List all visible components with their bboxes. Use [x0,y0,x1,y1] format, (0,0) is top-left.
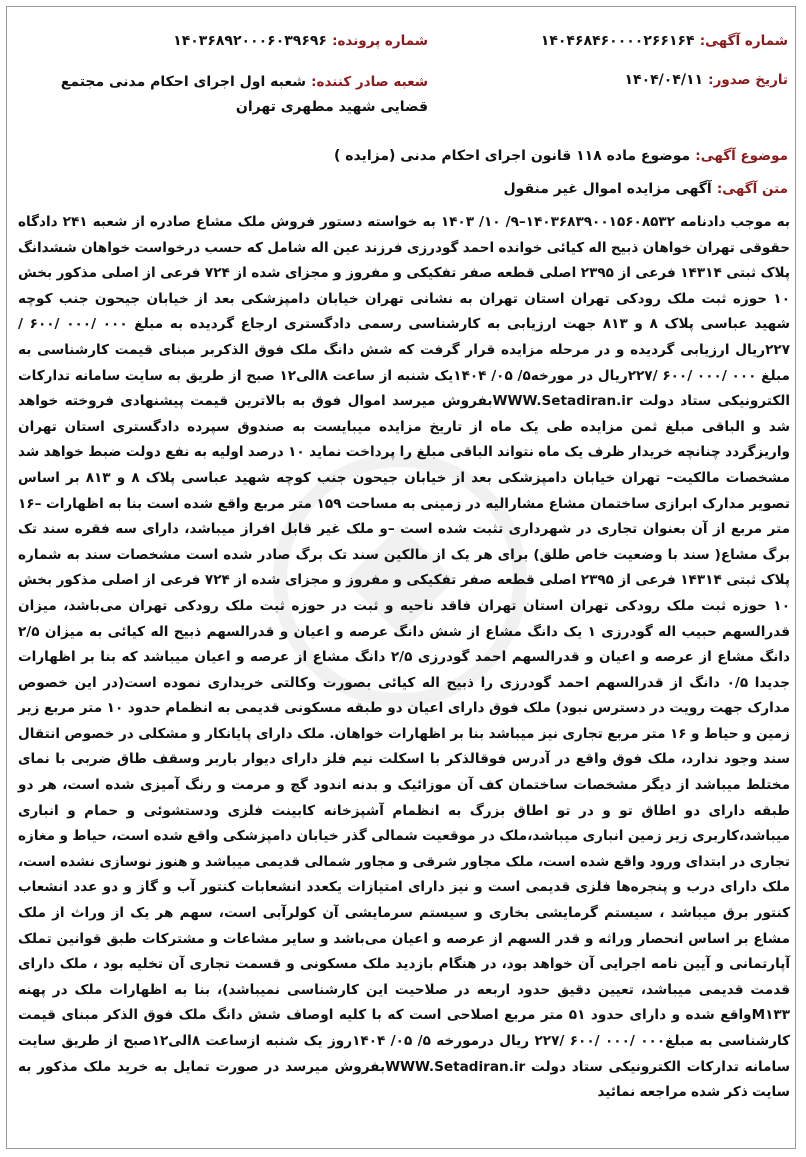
notice-subject [18,145,788,164]
notice-subject-label: موضوع آگهی: [695,148,788,164]
issuing-branch-value: شعبه اول اجرای احکام مدنی مجتمع قضایی شهید مطهری تهران [60,74,428,115]
notice-body: به موجب دادنامه ۱۴۰۳۶۸۳۹۰۰۱۵۶۰۸۵۳۲–۹/ ۱۰/ ۱۴۰۳ به خواسته دستور فروش ملک مشاع صادره از شعبه ۲۴۱ دادگاه حقوقی تهران خواهان ذبیح اله کیائی خوانده احمد گودرزی فرزند عین اله شامل که حسب درخواست خواهان ششدانگ پلاک ثبتی ۱۴۳۱۴ فرعی از ۲۳۹۵ اصلی قطعه صفر تفکیکی و مفروز و مجزای شده از ۷۲۴ فرعی از اصلی مذکور بخش ۱۰ حوزه ثبت ملک رودکی تهران استان تهران به نشانی تهران خیابان دامپزشکی بعد از خیابان جیحون جنب کوچه شهید عباسی پلاک ۸ و ۸۱۳ جهت ارزیابی به کارشناسی رسمی دادگستری ارجاع گردیده به مبلغ ۰۰۰ /۰۰۰ /۶۰۰ /۲۲۷ریال ارزیابی گردیده و در مرحله مزایده قرار گرفت که شش دانگ ملک فوق الذکربر مبنای قیمت کارشناسی به مبلغ ۰۰۰ /۰۰۰ /۶۰۰ /۲۲۷ریال در مورخه۵/ ۰۵/ ۱۴۰۴یک شنبه از ساعت ۸الی۱۲ صبح از طریق به سایت سامانه تدارکات الکترونیکی ستاد دولت WWW.Setadiran.irبفروش میرسد اموال فوق به بالاترین قیمت پیشنهادی فروخته خواهد شد و الباقی مبلغ ثمن مزایده طی یک ماه از تاریخ مزایده میبایست به صندوق سپرده دادگستری استان تهران واریزگردد چنانچه خریدار ظرف یک ماه نتواند الباقی مبلغ را پرداخت نماید ۱۰ درصد اولیه به نفع دولت ضبط خواهد شد مشخصات مالکیت– تهران خیابان دامپزشکی بعد از خیابان جیحون جنب کوچه شهید عباسی پلاک ۸ و ۸۱۳ بر اساس تصویر مدارک ابرازی ساختمان مشاع مشارالیه در زمینی به مساحت ۱۵۹ متر مربع واقع شده است بنا به اظهارات –۱۶ متر مربع از آن بعنوان تجاری در شهرداری تثبت شده است –و ملک غیر قابل افراز میباشد، دارای سه فقره سند تک برگ مشاع( سند با وضعیت خاص طلق) برای هر یک از مالکین سند تک برگ صادر شده است مشخصات سند به شماره پلاک ثبتی ۱۴۳۱۴ فرعی از ۲۳۹۵ اصلی قطعه صفر تفکیکی و مفروز و مجزای شده از ۷۲۴ فرعی از اصلی مذکور بخش ۱۰ حوزه ثبت ملک رودکی تهران استان تهران فاقد ناحیه و ثبت در حوزه ثبت ملک رودکی تهران می‌باشد، میزان قدرالسهم حبیب اله گودرزی ۱ یک دانگ مشاع از شش دانگ عرصه و اعیان و قدرالسهم ذبیح اله کیائی به میزان ۲/۵ دانگ مشاع از عرصه و اعیان و قدرالسهم احمد گودرزی ۲/۵ دانگ مشاع از عرصه و اعیان میباشد که بنا بر اظهارات جدیدا ۰/۵ دانگ از قدرالسهم احمد گودرزی را ذبیح اله کیائی بصورت وکالتی خریداری نموده است(در این خصوص مدارک جهت رویت در دسترس نبود) ملک فوق دارای اعیان دو طبقه مسکونی قدیمی به انظمام حدود ۱۰ متر مربع زیر زمین و حیاط و ۱۶ متر مربع تجاری نیز میباشد بنا بر اظهارات خواهان. ملک دارای پایانکار و مشکلی در خصوص انتقال سند وجود ندارد، ملک فوق واقع در آدرس فوقالذکر با اسکلت نیم فلز دارای دیوار باربر وسقف طاق ضربی با نمای مختلط میباشد از دیگر مشخصات ساختمان کف آن موزائیک و بدنه اندود گچ و مرمت و رنگ آمیزی شده است، هر دو طبقه دارای دو اطاق تو و در تو اطاق بزرگ به انظمام آشپزخانه کابینت فلزی ودستشوئی و حمام و انباری میباشد،کاربری زیر زمین انباری میباشد،ملک در موقعیت شمالی گذر خیابان دامپزشکی واقع شده است، حیاط و مغازه تجاری در ابتدای ورود واقع شده است، ملک مجاور شرقی و مجاور شمالی قدیمی میباشد و هنوز نوسازی نشده است، ملک دارای درب و پنجره‌ها فلزی قدیمی است و نیز دارای امتیازات یکعدد انشعابات کنتور آب و گاز و دو عدد انشعاب کنتور برق میباشد ، سیستم گرمایشی بخاری و سیستم سرمایشی آن کولرآبی است، سهم هر یک از وراث از ملک مشاع بر اساس انحصار وراثه و قدر السهم از عرصه و اعیان می‌باشد و سایر مشاعات و مشترکات طبق قوانین تملک آپارتمانی و آیین نامه اجرایی آن خواهد بود، در هنگام بازدید ملک مسکونی و قسمت تجاری آن تخلیه بود ، ملک دارای قدمت قدیمی میباشد، تعیین دقیق حدود اربعه در صلاحیت این کارشناسی نمیباشد)، بنا به اظهارات ملک در پهنه M۱۳۳واقع شده و دارای حدود ۵۱ متر مربع اصلاحی است که با کلیه اوصاف شش دانگ ملک فوق الذکر مبنای قیمت کارشناسی به مبلغ۰۰۰ /۰۰۰ /۶۰۰ /۲۲۷ ریال درمورخه ۵/ ۰۵/ ۱۴۰۴روز یک شنبه ازساعت ۸الی۱۲صبح از طریق سایت سامانه تدارکات الکترونیکی ستاد دولت WWW.Setadiran.irبفروش میرسد در صورت تمایل به خرید ملک مذکور به سایت ذکر شده مراجعه نمائید [18,214,791,1101]
issuing-branch [18,69,458,119]
issuing-branch-label: شعبه صادر کننده: [311,74,428,90]
issue-date [458,69,788,119]
issue-date-label: تاریخ صدور: [708,72,788,88]
file-number-value: ۱۴۰۳۶۸۹۲۰۰۰۶۰۳۹۶۹۶ [173,33,327,49]
header-row-1 [18,30,788,49]
file-number-label: شماره پرونده: [332,33,428,49]
notice-subject-value: موضوع ماده ۱۱۸ قانون اجرای احکام مدنی (مزایده ) [333,148,691,164]
notice-text-title: آگهی مزایده اموال غیر منقول [503,181,712,197]
file-number [18,30,458,49]
notice-text-label: متن آگهی: [716,181,788,197]
header-row-2 [18,69,788,119]
notice-number-label: شماره آگهی: [699,33,788,49]
notice-number-value: ۱۴۰۴۶۸۴۶۰۰۰۰۲۶۶۱۶۴ [540,33,695,49]
notice-text-heading [18,178,788,197]
issue-date-value: ۱۴۰۴/۰۴/۱۱ [624,72,704,88]
notice-header [18,30,788,119]
notice-number [458,30,788,49]
